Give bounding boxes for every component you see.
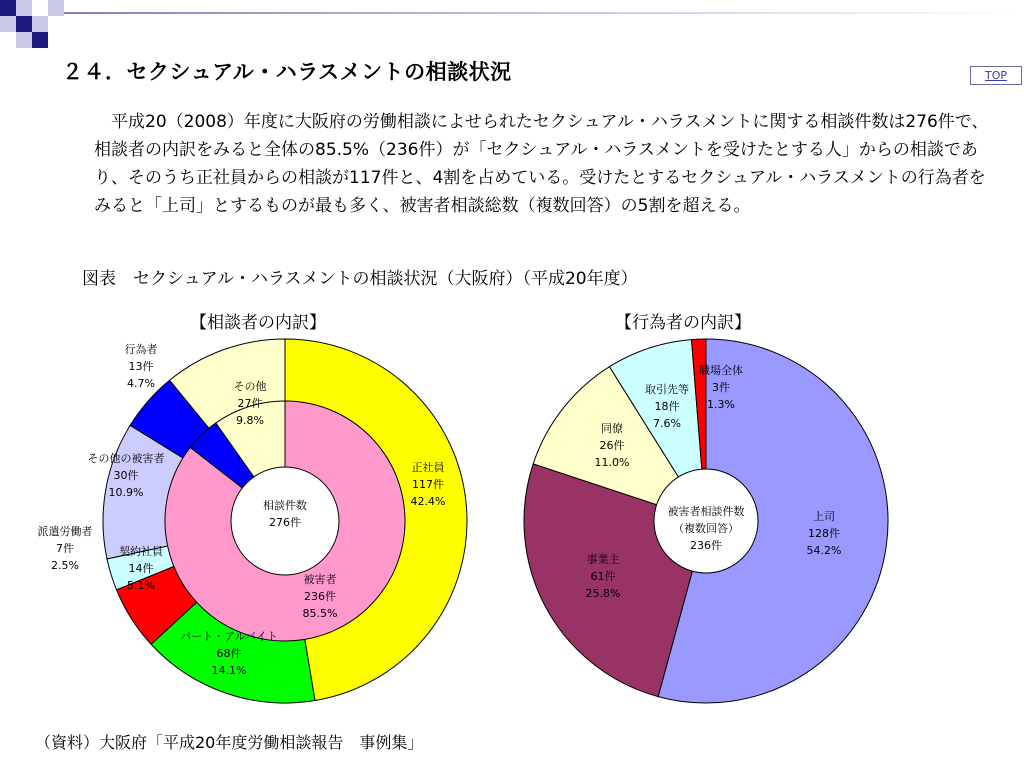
outer-label-2-line-0: 契約社員 xyxy=(119,545,163,558)
left-center-label-line-1: 276件 xyxy=(269,516,301,529)
outer-label-0-line-2: 42.4% xyxy=(410,495,446,508)
outer-label-2-line-2: 5.1% xyxy=(127,579,155,592)
outer-label-4-line-2: 10.9% xyxy=(108,486,144,499)
right-label-1-line-2: 25.8% xyxy=(585,587,621,600)
right-chart-title: 【行為者の内訳】 xyxy=(615,313,751,333)
outer-label-5 xyxy=(125,342,158,390)
right-label-3-line-2: 7.6% xyxy=(653,417,681,430)
inner-label-victim-line-2: 85.5% xyxy=(302,607,338,620)
outer-label-1-line-1: 68件 xyxy=(216,647,242,660)
inner-label-other-line-1: 27件 xyxy=(237,397,263,410)
inner-label-other xyxy=(234,379,267,427)
perpetrator-breakdown-chart xyxy=(524,339,888,703)
source-note: （資料）大阪府「平成20年度労働相談報告 事例集」 xyxy=(35,733,424,752)
outer-label-0 xyxy=(411,460,446,508)
right-label-2-line-1: 26件 xyxy=(599,439,625,452)
inner-label-victim xyxy=(303,572,338,620)
body-text: 平成20（2008）年度に大阪府の労働相談によせられたセクシュアル・ハラスメントに関する相談件数は276件で、相談者の内訳をみると全体の85.5%（236件）が「セクシュアル・ハラスメントを受けたとする人」からの相談であり、そのうち正社員からの相談が117件と、4割を占めている。受けたとするセクシュアル・ハラスメントの行為者をみると「上司」とするものが最も多く、被害者相談総数（複数回答）の5割を超える。 xyxy=(94,112,989,216)
right-center-hole xyxy=(654,469,758,573)
page-title: ２４．セクシュアル・ハラスメントの相談状況 xyxy=(62,60,512,84)
outer-label-5-line-1: 13件 xyxy=(128,360,154,373)
outer-label-4-line-0: その他の被害者 xyxy=(87,452,165,465)
outer-label-0-line-0: 正社員 xyxy=(411,461,445,474)
right-label-0-line-1: 128件 xyxy=(808,527,840,540)
inner-label-other-line-0: その他 xyxy=(233,380,267,393)
inner-label-victim-line-0: 被害者 xyxy=(303,573,337,586)
right-label-3-line-1: 18件 xyxy=(654,400,680,413)
outer-label-1-line-2: 14.1% xyxy=(211,664,247,677)
figure-caption: 図表 セクシュアル・ハラスメントの相談状況（大阪府）（平成20年度） xyxy=(82,269,638,289)
right-center-label-line-0: 被害者相談件数 xyxy=(667,505,745,518)
outer-label-4-line-1: 30件 xyxy=(113,469,139,482)
inner-label-victim-line-1: 236件 xyxy=(304,590,336,603)
outer-label-3-line-2: 2.5% xyxy=(51,559,79,572)
outer-label-2-line-1: 14件 xyxy=(128,562,154,575)
right-label-0-line-0: 上司 xyxy=(813,510,835,523)
outer-label-0-line-1: 117件 xyxy=(412,478,444,491)
right-label-1 xyxy=(586,552,621,600)
right-label-3-line-0: 取引先等 xyxy=(645,383,689,396)
outer-label-3-line-1: 7件 xyxy=(56,542,74,555)
right-label-1-line-1: 61件 xyxy=(590,570,616,583)
left-chart-title: 【相談者の内訳】 xyxy=(190,313,326,333)
inner-label-other-line-2: 9.8% xyxy=(236,414,264,427)
outer-label-1-line-0: パート・アルバイト xyxy=(180,630,278,643)
right-label-0-line-2: 54.2% xyxy=(806,544,842,557)
right-center-label-line-2: 236件 xyxy=(690,539,722,552)
right-label-4-line-2: 1.3% xyxy=(707,398,735,411)
outer-label-5-line-0: 行為者 xyxy=(124,343,158,356)
consultant-breakdown-chart xyxy=(38,339,468,703)
right-label-2-line-0: 同僚 xyxy=(601,422,623,435)
outer-label-3-line-0: 派遣労働者 xyxy=(37,525,93,538)
right-label-2-line-2: 11.0% xyxy=(594,456,630,469)
left-center-label-line-0: 相談件数 xyxy=(263,499,307,512)
outer-label-3 xyxy=(38,524,93,572)
outer-label-5-line-2: 4.7% xyxy=(127,377,155,390)
right-center-label-line-1: （複数回答） xyxy=(673,522,739,535)
top-link[interactable]: TOP xyxy=(970,66,1022,85)
right-label-1-line-0: 事業主 xyxy=(586,553,620,566)
right-label-4-line-0: 職場全体 xyxy=(699,364,743,377)
right-label-4-line-1: 3件 xyxy=(712,381,730,394)
